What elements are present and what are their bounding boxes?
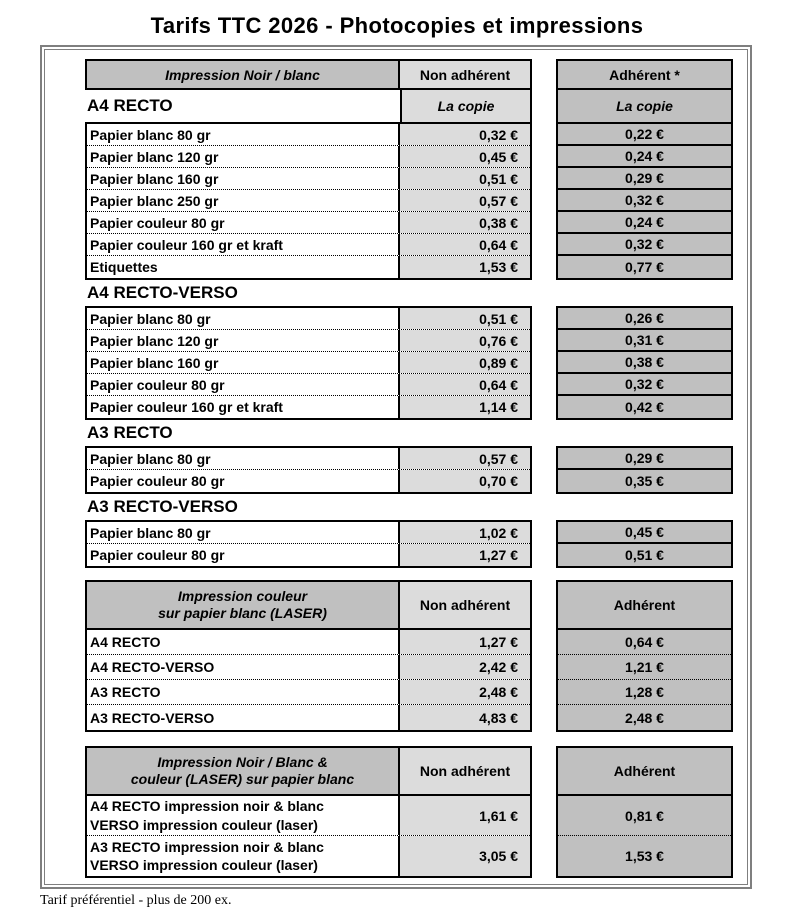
price-non-adherent: 4,83 € <box>398 705 530 730</box>
price-non-adherent: 0,45 € <box>398 146 530 167</box>
table-row <box>87 168 530 190</box>
price-group-a3-recto-verso <box>85 520 735 568</box>
row-label: Papier blanc 250 gr <box>87 190 398 211</box>
bw-header-row <box>85 59 735 90</box>
unit-label-adherent: La copie <box>556 90 733 122</box>
col-header-impression-noir-blanc: Impression Noir / blanc <box>85 59 400 90</box>
row-label: Papier blanc 80 gr <box>87 522 398 543</box>
pricing-frame <box>40 45 752 889</box>
row-label: Papier couleur 80 gr <box>87 212 398 233</box>
price-non-adherent: 0,57 € <box>398 448 530 469</box>
table-row <box>87 470 530 492</box>
table-row <box>87 190 530 212</box>
row-label-line-1: A3 RECTO impression noir & blanc <box>90 838 324 855</box>
adherent-price-block <box>556 446 733 494</box>
row-label: Papier blanc 160 gr <box>87 352 398 373</box>
price-non-adherent: 1,27 € <box>398 544 530 566</box>
table-row <box>87 836 530 876</box>
left-price-block <box>85 446 532 494</box>
col-header-impression-nb-couleur <box>87 748 398 794</box>
row-label: A3 RECTO-VERSO <box>87 705 398 730</box>
row-label: Papier couleur 80 gr <box>87 544 398 566</box>
price-adherent: 2,48 € <box>558 705 731 730</box>
table-row <box>87 522 530 544</box>
column-gap <box>532 90 556 122</box>
col-header-adherent: Adhérent <box>558 748 731 796</box>
price-adherent: 0,32 € <box>558 374 731 396</box>
table-row <box>87 146 530 168</box>
color-laser-table <box>85 580 735 732</box>
column-gap <box>532 59 556 90</box>
adherent-price-block <box>556 746 733 878</box>
price-group-a3-recto <box>85 446 735 494</box>
price-group-a4-recto <box>85 122 735 280</box>
row-label: Etiquettes <box>87 256 398 278</box>
price-adherent: 0,38 € <box>558 352 731 374</box>
row-label: Papier blanc 80 gr <box>87 448 398 469</box>
price-adherent: 0,29 € <box>558 448 731 470</box>
price-adherent: 1,21 € <box>558 655 731 680</box>
price-adherent: 1,53 € <box>558 836 731 876</box>
unit-label-non-adherent: La copie <box>400 90 532 122</box>
price-adherent: 0,64 € <box>558 630 731 655</box>
col-header-adherent: Adhérent <box>558 582 731 630</box>
price-adherent: 0,51 € <box>558 544 731 566</box>
price-adherent: 0,26 € <box>558 308 731 330</box>
price-non-adherent: 0,57 € <box>398 190 530 211</box>
col-header-impression-couleur <box>87 582 398 628</box>
price-non-adherent: 1,27 € <box>398 630 530 654</box>
header-line-1: Impression Noir / Blanc & <box>157 753 328 770</box>
left-price-block <box>85 580 532 732</box>
price-non-adherent: 0,64 € <box>398 374 530 395</box>
price-non-adherent: 0,76 € <box>398 330 530 351</box>
row-label-line-2: VERSO impression couleur (laser) <box>90 857 318 873</box>
bw-color-laser-header-row <box>87 748 530 796</box>
price-adherent: 0,81 € <box>558 796 731 836</box>
price-non-adherent: 1,53 € <box>398 256 530 278</box>
adherent-price-block <box>556 580 733 732</box>
adherent-price-block <box>556 520 733 568</box>
table-row <box>87 796 530 836</box>
adherent-price-block <box>556 122 733 280</box>
row-label: Papier couleur 80 gr <box>87 374 398 395</box>
row-label: Papier couleur 80 gr <box>87 470 398 492</box>
col-header-non-adherent: Non adhérent <box>398 748 530 794</box>
price-group-a4-recto-verso <box>85 306 735 420</box>
row-label: Papier blanc 80 gr <box>87 124 398 145</box>
table-row <box>87 630 530 655</box>
pricing-frame-inner <box>44 49 748 885</box>
price-adherent: 0,22 € <box>558 124 731 146</box>
left-price-block <box>85 520 532 568</box>
bw-color-laser-table <box>85 746 735 878</box>
price-non-adherent: 2,42 € <box>398 655 530 679</box>
price-non-adherent: 0,64 € <box>398 234 530 255</box>
price-non-adherent: 0,70 € <box>398 470 530 492</box>
color-laser-header-row <box>87 582 530 630</box>
row-label: Papier blanc 120 gr <box>87 146 398 167</box>
price-adherent: 0,77 € <box>558 256 731 278</box>
price-adherent: 0,45 € <box>558 522 731 544</box>
col-header-adherent: Adhérent * <box>556 59 733 90</box>
table-row <box>87 330 530 352</box>
table-row <box>87 212 530 234</box>
price-adherent: 0,32 € <box>558 190 731 212</box>
adherent-price-block <box>556 306 733 420</box>
row-label: Papier blanc 160 gr <box>87 168 398 189</box>
price-adherent: 0,42 € <box>558 396 731 418</box>
row-label <box>87 836 398 876</box>
header-line-2: couleur (LASER) sur papier blanc <box>130 771 355 787</box>
price-non-adherent: 1,02 € <box>398 522 530 543</box>
price-adherent: 1,28 € <box>558 680 731 705</box>
header-line-2: sur papier blanc (LASER) <box>158 605 327 621</box>
price-adherent: 0,24 € <box>558 212 731 234</box>
table-row <box>87 544 530 566</box>
unit-row <box>85 90 735 122</box>
table-row <box>87 705 530 730</box>
left-price-block <box>85 746 532 878</box>
price-non-adherent: 0,32 € <box>398 124 530 145</box>
footnote: Tarif préférentiel - plus de 200 ex. <box>40 893 232 908</box>
price-non-adherent: 0,51 € <box>398 308 530 329</box>
left-price-block <box>85 122 532 280</box>
table-row <box>87 655 530 680</box>
row-label: Papier blanc 80 gr <box>87 308 398 329</box>
price-adherent: 0,31 € <box>558 330 731 352</box>
price-non-adherent: 1,14 € <box>398 396 530 418</box>
table-row <box>87 448 530 470</box>
row-label: Papier blanc 120 gr <box>87 330 398 351</box>
header-line-1: Impression couleur <box>177 587 308 604</box>
section-title-a4-recto-verso: A4 RECTO-VERSO <box>87 283 238 302</box>
price-adherent: 0,24 € <box>558 146 731 168</box>
row-label: A3 RECTO <box>87 680 398 704</box>
price-adherent: 0,32 € <box>558 234 731 256</box>
left-price-block <box>85 306 532 420</box>
price-adherent: 0,35 € <box>558 470 731 492</box>
price-non-adherent: 2,48 € <box>398 680 530 704</box>
table-row <box>87 256 530 278</box>
table-row <box>87 124 530 146</box>
row-label-line-2: VERSO impression couleur (laser) <box>90 816 318 833</box>
section-title-a4-recto: A4 RECTO <box>87 96 173 115</box>
section-title-a3-recto: A3 RECTO <box>87 423 173 442</box>
row-label: Papier couleur 160 gr et kraft <box>87 396 398 418</box>
table-row <box>87 680 530 705</box>
price-non-adherent: 0,51 € <box>398 168 530 189</box>
page-title: Tarifs TTC 2026 - Photocopies et impressions <box>150 13 644 38</box>
row-label: A4 RECTO-VERSO <box>87 655 398 679</box>
table-row <box>87 308 530 330</box>
price-non-adherent: 0,38 € <box>398 212 530 233</box>
row-label <box>87 796 398 835</box>
row-label: Papier couleur 160 gr et kraft <box>87 234 398 255</box>
row-label: A4 RECTO <box>87 630 398 654</box>
table-row <box>87 352 530 374</box>
table-row <box>87 234 530 256</box>
row-label-line-1: A4 RECTO impression noir & blanc <box>90 798 324 815</box>
section-title-a3-recto-verso: A3 RECTO-VERSO <box>87 497 238 516</box>
table-row <box>87 374 530 396</box>
price-non-adherent: 1,61 € <box>398 796 530 835</box>
price-non-adherent: 0,89 € <box>398 352 530 373</box>
price-non-adherent: 3,05 € <box>398 836 530 876</box>
price-adherent: 0,29 € <box>558 168 731 190</box>
col-header-non-adherent: Non adhérent <box>400 59 532 90</box>
col-header-non-adherent: Non adhérent <box>398 582 530 628</box>
table-row <box>87 396 530 418</box>
